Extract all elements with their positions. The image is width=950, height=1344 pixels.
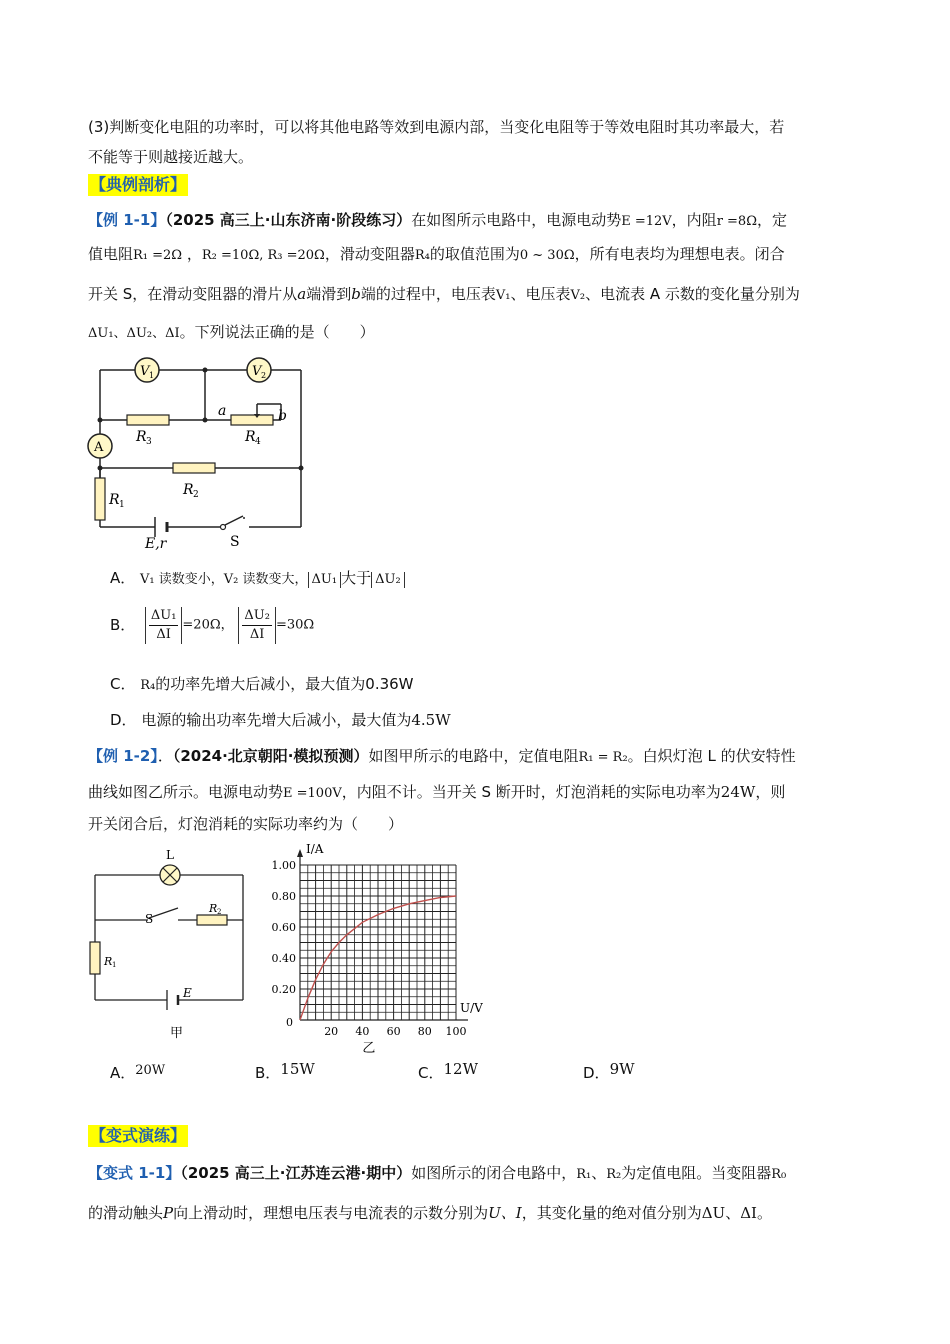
abs-fraction-2 [238, 607, 276, 644]
option-text: V₂ 读数变大， [223, 572, 308, 587]
var1-r2: R₂ [606, 1167, 622, 1182]
option-value: 4.5W [411, 711, 451, 729]
ex1-text: 开关 S，在滑动变阻器的滑片从 [88, 285, 298, 303]
x-tick-label: 20 [324, 1025, 339, 1038]
r4-sub: 4 [255, 437, 261, 447]
ex2-text: ，内阻不计。当开关 S 断开时，灯泡消耗的实际电功率为 [341, 783, 721, 801]
y-tick-label: 0.80 [271, 890, 296, 903]
ex1-b: b [351, 285, 361, 303]
intro-line-2: 不能等于则越接近越大。 [88, 148, 254, 166]
r2-sub: 2 [217, 908, 222, 916]
ex2-line-3: 开关闭合后，灯泡消耗的实际功率约为（ ） [88, 815, 404, 833]
y-tick-label: 1.00 [271, 859, 296, 872]
var1-text: 的滑动触头 [88, 1204, 164, 1222]
ex1-text: ，所有电表均为理想电表。闭合 [574, 245, 785, 263]
ex1-r1: R₁ =2Ω [133, 248, 183, 263]
var1-r0: R₀ [771, 1167, 787, 1182]
r1-sub: 1 [119, 500, 125, 510]
ex1-text: 端滑到 [306, 285, 352, 303]
option-text: 电源的输出功率先增大后减小，最大值为 [141, 711, 412, 729]
v2-label: V [252, 364, 262, 379]
option-value: 12W [443, 1060, 478, 1078]
ex2-r-equal: R₁ = R₂ [578, 750, 628, 765]
ex1-line-4 [88, 322, 375, 344]
option-value: =20Ω， [182, 617, 234, 633]
option-value: 0.36W [365, 675, 414, 693]
ex1-text: 。下列说法正确的是（ ） [179, 323, 375, 341]
var1-text: 、 [725, 1204, 741, 1222]
e-label: E [183, 986, 192, 1000]
ex2-source: （2024·北京朝阳·模拟预测） [172, 747, 369, 765]
ex1-range: 0 ~ 30Ω [519, 248, 575, 263]
option-value: 15W [280, 1060, 315, 1078]
var1-p: P [163, 1204, 174, 1222]
fraction-denominator: ΔI [249, 627, 265, 642]
ex2-option-c[interactable] [418, 1060, 478, 1083]
option-text: V₁ 读数变小， [140, 572, 224, 587]
ex2-option-a[interactable] [110, 1063, 165, 1085]
emf-label: E,r [145, 536, 167, 552]
option-value: 9W [609, 1060, 635, 1078]
var1-ui: U、I [488, 1204, 522, 1222]
caption-yi: 乙 [362, 1041, 376, 1053]
fraction-numerator: ΔU₁ [149, 607, 179, 626]
ex1-v1: V₁ [495, 288, 511, 303]
intro-line-1: (3)判断变化电阻的功率时，可以将其他电路等效到电源内部，当变化电阻等于等效电阻时其功率最大，若 [88, 118, 785, 136]
option-text: 大于 [341, 569, 372, 587]
r2-label: R [183, 482, 194, 498]
var1-tag: 【变式 1-1】 [88, 1164, 181, 1182]
r3-sub: 3 [146, 437, 152, 447]
ex1-option-c[interactable] [110, 674, 414, 696]
ex2-tag: 【例 1-2】 [88, 747, 158, 765]
x-tick-label: 100 [445, 1025, 467, 1038]
ex1-text: 、电流表 A 示数的变化量分别为 [585, 285, 800, 303]
ex2-text: 曲线如图乙所示。电源电动势 [88, 783, 284, 801]
ex1-text: 在如图所示电路中，电源电动势 [411, 211, 622, 229]
option-key: D． [583, 1064, 610, 1082]
ex1-option-b[interactable] [110, 607, 314, 644]
abs-delta-u2: ΔU₂ [371, 572, 405, 588]
option-key: D． [110, 711, 137, 729]
var1-text: 。 [756, 1204, 772, 1222]
option-key: A． [110, 1064, 136, 1082]
var1-di: ΔI [740, 1204, 757, 1222]
ex2-power: 24W [720, 783, 756, 801]
v1-label: V [140, 364, 150, 379]
option-key: A． [110, 569, 136, 587]
ex2-option-b[interactable] [255, 1060, 315, 1083]
ex1-tag: 【例 1-1】 [88, 211, 166, 229]
y-axis-arrow [297, 849, 303, 857]
y-tick-label: 0.60 [271, 921, 296, 934]
ex1-text: 、电压表 [510, 285, 571, 303]
var1-text: 为定值电阻。当变阻器 [621, 1164, 772, 1182]
var1-line-2 [88, 1203, 772, 1223]
ex1-emf: E =12V [621, 214, 672, 229]
abs-fraction-1 [145, 607, 183, 644]
v2-sub: 2 [261, 371, 267, 380]
r1-sub: 1 [112, 961, 117, 969]
caption-jia: 甲 [170, 1026, 184, 1041]
var1-text: 向上滑动时，理想电压表与电流表的示数分别为 [173, 1204, 489, 1222]
ex1-option-d[interactable] [110, 710, 451, 730]
ex2-text: 。白炽灯泡 L 的伏安特性 [627, 747, 796, 765]
ex1-r4: R₄ [414, 248, 430, 263]
r3-label: R [136, 429, 147, 445]
abs-delta-u1: ΔU₁ [308, 572, 342, 588]
section-heading-examples: 【典例剖析】 [90, 175, 187, 194]
ex2-line-2 [88, 782, 785, 804]
ex1-source: （2025 高三上·山东济南·阶段练习） [165, 211, 412, 229]
var1-r1: R₁ [576, 1167, 592, 1182]
option-key: C． [110, 675, 136, 693]
iv-curve-chart [268, 838, 493, 1053]
ex1-text: 的取值范围为 [429, 245, 520, 263]
lamp-label: L [166, 848, 174, 862]
option-key: C． [418, 1064, 444, 1082]
x-tick-label: 60 [386, 1025, 401, 1038]
y-axis-label: I/A [306, 842, 324, 856]
ex1-line-3 [88, 284, 800, 306]
r2-label: R [209, 902, 218, 915]
r1-label: R [104, 955, 113, 968]
ex1-text: ，内阻 [671, 211, 717, 229]
ex2-text: ． [157, 747, 173, 765]
ex1-text: ，定 [756, 211, 787, 229]
a-label: a [218, 403, 227, 419]
ex1-r23: R₂ =10Ω, R₃ =20Ω [201, 248, 325, 263]
option-text: 的功率先增大后减小，最大值为 [155, 675, 366, 693]
switch-label: S [145, 912, 154, 926]
var1-line-1 [88, 1163, 786, 1185]
ex2-option-d[interactable] [583, 1060, 635, 1083]
y-tick-label: 0.20 [271, 983, 296, 996]
x-tick-label: 40 [355, 1025, 370, 1038]
var1-source: （2025 高三上·江苏连云港·期中） [180, 1164, 412, 1182]
ex1-deltas: ΔU₁、ΔU₂、ΔI [88, 326, 180, 341]
ex1-a: a [297, 285, 307, 303]
ex1-r: r =8Ω [716, 214, 757, 229]
var1-text: 、 [591, 1164, 607, 1182]
ex1-text: 端的过程中，电压表 [360, 285, 496, 303]
fraction-denominator: ΔI [156, 627, 171, 642]
r2-sub: 2 [193, 490, 199, 500]
b-label: b [278, 408, 287, 424]
switch-label: S [230, 534, 240, 550]
option-symbol: R₄ [140, 678, 156, 693]
var1-text: 如图所示的闭合电路中， [411, 1164, 577, 1182]
x-axis-label: U/V [460, 1001, 483, 1015]
origin-label: 0 [286, 1016, 293, 1029]
r1-label: R [109, 492, 120, 508]
ex1-line-2: 值电阻R₁ =2Ω ，R₂ =10Ω, R₃ =20Ω，滑动变阻器R₄的取值范围为0 ~ 30Ω，所有电表均为理想电表。闭合 [88, 245, 785, 263]
var1-text: ，其变化量的绝对值分别为 [521, 1204, 702, 1222]
ex2-text: ，则 [755, 783, 786, 801]
ex1-line-1 [88, 210, 787, 232]
ex1-text: ，滑动变阻器 [324, 245, 415, 263]
ex2-circuit-diagram [85, 845, 250, 1045]
ammeter-label: A [94, 440, 104, 455]
ex1-circuit-diagram [85, 352, 315, 552]
section-heading-variants: 【变式演练】 [90, 1126, 187, 1145]
ex2-emf: E =100V [283, 786, 342, 801]
option-key: B． [110, 616, 136, 634]
fraction-numerator: ΔU₂ [242, 607, 272, 626]
option-key: B． [255, 1064, 281, 1082]
ex1-option-a[interactable] [110, 568, 405, 590]
ex2-text: 如图甲所示的电路中，定值电阻 [368, 747, 579, 765]
x-tick-label: 80 [417, 1025, 432, 1038]
var1-du: ΔU [701, 1204, 726, 1222]
ex1-text: 值电阻 [88, 245, 134, 263]
r4-label: R [245, 429, 256, 445]
ex2-line-1 [88, 746, 796, 768]
option-value: 20W [135, 1063, 166, 1078]
option-value: =30Ω [275, 617, 315, 633]
v1-sub: 1 [149, 371, 155, 380]
ex1-v2: V₂ [570, 288, 586, 303]
y-tick-label: 0.40 [271, 952, 296, 965]
